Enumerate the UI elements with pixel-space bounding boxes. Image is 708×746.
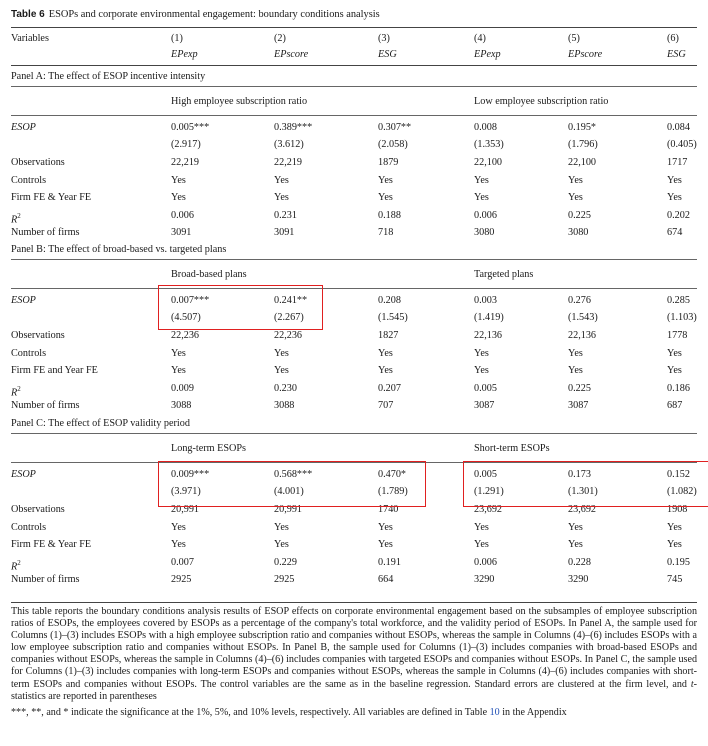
value-cell: 22,236 xyxy=(274,330,303,341)
value-cell: 664 xyxy=(378,574,394,585)
row-label xyxy=(11,330,65,342)
tstat-cell: (1.291) xyxy=(474,486,504,497)
value-cell: Yes xyxy=(171,365,186,376)
value-cell: Yes xyxy=(378,521,393,533)
value-cell: Yes xyxy=(568,539,583,550)
row-label-text: Number of firms xyxy=(11,400,80,411)
value-cell: Yes xyxy=(274,174,289,186)
header-col-num: (5) xyxy=(568,33,580,44)
row-label xyxy=(11,157,65,169)
value-cell: 0.230 xyxy=(274,382,297,394)
value-cell: 0.231 xyxy=(274,209,297,221)
notes-t-italic: t xyxy=(690,678,694,690)
coef-cell: 0.005*** xyxy=(171,122,210,133)
value-cell: Yes xyxy=(568,347,583,359)
value-cell: Yes xyxy=(474,192,489,203)
panel-title: Panel A: The effect of ESOP incentive intensity xyxy=(11,71,206,82)
notes-paragraph: This table reports the boundary conditions analysis results of ESOP effects on corporate environmental engagement based on the subsamples of employee subscription ratios of ESOPs, the employees covered by ESOPs as a percentage of the company's total workforce, and the validity period of ESOPs. In Panel A, the sample used for Columns (1)–(3) includes ESOPs with a high employee subscription ratio and companies without ESOPs, whereas the sample in Columns (4)–(6) includes ESOPs with a low employee subscription ratio and companies without ESOPs. In Panel B, the sample used for Columns (1)–(3) includes companies with broad-based ESOPs and companies without ESOPs, whereas the sample in Columns (4)–(6) includes companies with targeted ESOPs and companies without ESOPs. In Panel C, the sample used for Columns (1)–(3) includes companies with long-term ESOPs and companies without ESOPs, whereas the sample in Columns (4)–(6) includes companies with short-term ESOPs and companies without ESOPs. The control variables are the same as in the baseline regression. Standard errors are clustered at the firm level, and xyxy=(11,606,697,690)
coef-cell: 0.389*** xyxy=(274,122,313,133)
header-col-num: (2) xyxy=(274,33,286,44)
tstat-cell: (1.789) xyxy=(378,486,408,497)
value-cell: 1717 xyxy=(667,157,688,168)
tstat-cell: (2.917) xyxy=(171,139,201,150)
row-label-text: Observations xyxy=(11,504,65,515)
group-label-right: Targeted plans xyxy=(474,269,534,280)
tstat-cell: (1.543) xyxy=(568,312,598,323)
value-cell: 674 xyxy=(667,227,683,238)
coef-cell: 0.241** xyxy=(274,295,308,306)
value-cell: 23,692 xyxy=(568,504,597,515)
footnote-text: ***, **, and * indicate the significance at the 1%, 5%, and 10% levels, respectively. All variables are defined in Table xyxy=(11,707,488,718)
tstat-cell: (3.971) xyxy=(171,486,201,497)
row-label xyxy=(11,192,91,204)
table-title xyxy=(11,9,380,20)
value-cell: 0.191 xyxy=(378,556,401,568)
row-label xyxy=(11,227,79,239)
panel-rule xyxy=(11,86,697,87)
value-cell: 0.225 xyxy=(568,382,591,394)
value-cell: Yes xyxy=(474,539,489,550)
header-col-name: ESG xyxy=(378,49,397,60)
row-label xyxy=(11,210,21,226)
value-cell: 1879 xyxy=(378,157,399,168)
row-label-superscript: 2 xyxy=(17,384,21,393)
value-cell: Yes xyxy=(378,365,393,376)
value-cell: 22,219 xyxy=(274,157,303,168)
value-cell: Yes xyxy=(474,521,489,533)
value-cell: Yes xyxy=(474,347,489,359)
value-cell: Yes xyxy=(667,365,682,376)
group-label-right: Low employee subscription ratio xyxy=(474,96,609,107)
header-col-name: EPexp xyxy=(171,49,198,60)
panel-title: Panel B: The effect of broad-based vs. targeted plans xyxy=(11,244,227,255)
value-cell: Yes xyxy=(667,347,682,359)
value-cell: 687 xyxy=(667,400,683,411)
row-label-text: Controls xyxy=(11,174,47,186)
tstat-cell: (1.301) xyxy=(568,486,598,497)
value-cell: 3087 xyxy=(474,400,495,411)
value-cell: 22,100 xyxy=(474,157,503,168)
coef-cell: 0.208 xyxy=(378,295,401,306)
coef-cell: 0.005 xyxy=(474,469,497,480)
row-label xyxy=(11,504,65,516)
table-title-text: ESOPs and corporate environmental engagement: boundary conditions analysis xyxy=(48,9,380,20)
value-cell: Yes xyxy=(274,192,289,203)
coef-cell: 0.152 xyxy=(667,469,690,480)
value-cell: 22,136 xyxy=(474,330,503,341)
esop-label: ESOP xyxy=(11,295,36,306)
row-label xyxy=(11,348,46,360)
value-cell: Yes xyxy=(474,174,489,186)
value-cell: 3088 xyxy=(274,400,295,411)
row-label-superscript: 2 xyxy=(17,558,21,567)
value-cell: 0.006 xyxy=(171,209,194,221)
value-cell: 0.007 xyxy=(171,556,194,568)
header-col-num: (3) xyxy=(378,33,390,44)
header-col-num: (6) xyxy=(667,33,679,44)
header-col-name: EPexp xyxy=(474,49,501,60)
tstat-cell: (2.058) xyxy=(378,139,408,150)
value-cell: Yes xyxy=(171,192,186,203)
header-col-name: EPscore xyxy=(568,49,603,60)
row-label-text: R xyxy=(11,213,18,225)
coef-cell: 0.084 xyxy=(667,122,690,133)
value-cell: Yes xyxy=(568,365,583,376)
value-cell: 23,692 xyxy=(474,504,503,515)
group-label-left: High employee subscription ratio xyxy=(171,96,308,107)
header-col-name: EPscore xyxy=(274,49,309,60)
value-cell: 22,219 xyxy=(171,157,200,168)
coef-cell: 0.285 xyxy=(667,295,690,306)
value-cell: 20,991 xyxy=(274,504,303,515)
coef-cell: 0.008 xyxy=(474,122,497,133)
row-label-text: Number of firms xyxy=(11,227,80,238)
value-cell: Yes xyxy=(568,521,583,533)
value-cell: 3080 xyxy=(568,227,589,238)
value-cell: 707 xyxy=(378,400,394,411)
row-label-text: Observations xyxy=(11,330,65,341)
notes-paragraph-end: -statistics are reported in parentheses xyxy=(11,678,697,702)
coef-cell: 0.195* xyxy=(568,122,597,133)
coef-cell: 0.173 xyxy=(568,469,591,480)
panel-rule xyxy=(11,433,697,434)
value-cell: 22,236 xyxy=(171,330,200,341)
coef-cell: 0.007*** xyxy=(171,295,210,306)
value-cell: 0.225 xyxy=(568,209,591,221)
coef-cell: 0.470* xyxy=(378,469,407,480)
row-label xyxy=(11,539,91,551)
table-notes xyxy=(11,606,697,703)
bottom-rule xyxy=(11,602,697,603)
value-cell: Yes xyxy=(474,365,489,376)
row-label-text: Controls xyxy=(11,521,47,533)
group-rule xyxy=(11,288,697,289)
value-cell: 0.006 xyxy=(474,556,497,568)
header-col-num: (1) xyxy=(171,33,183,44)
value-cell: 3080 xyxy=(474,227,495,238)
group-label-left: Broad-based plans xyxy=(171,269,247,280)
tstat-cell: (4.001) xyxy=(274,486,304,497)
row-label-text: Firm FE & Year FE xyxy=(11,539,92,550)
row-label-text: Firm FE & Year FE xyxy=(11,192,92,203)
footnote-end: in the Appendix xyxy=(502,707,567,718)
value-cell: Yes xyxy=(667,192,682,203)
row-label-superscript: 2 xyxy=(17,211,21,220)
value-cell: 0.207 xyxy=(378,382,401,394)
value-cell: Yes xyxy=(274,347,289,359)
tstat-cell: (1.419) xyxy=(474,312,504,323)
tstat-cell: (2.267) xyxy=(274,312,304,323)
panel-title: Panel C: The effect of ESOP validity period xyxy=(11,418,190,429)
value-cell: 22,136 xyxy=(568,330,597,341)
value-cell: Yes xyxy=(667,174,682,186)
row-label-text: Number of firms xyxy=(11,574,80,585)
coef-cell: 0.003 xyxy=(474,295,497,306)
tstat-cell: (1.796) xyxy=(568,139,598,150)
row-label-text: Firm FE and Year FE xyxy=(11,365,98,376)
value-cell: Yes xyxy=(378,347,393,359)
table-label: Table 6 xyxy=(11,9,45,20)
highlight-box-panel-c-right xyxy=(463,461,708,507)
row-label-text: R xyxy=(11,386,18,398)
value-cell: Yes xyxy=(568,174,583,186)
tstat-cell: (1.082) xyxy=(667,486,697,497)
row-label-text: Observations xyxy=(11,157,65,168)
value-cell: 3290 xyxy=(474,574,495,585)
row-label xyxy=(11,383,21,399)
value-cell: 0.202 xyxy=(667,209,690,221)
value-cell: 745 xyxy=(667,574,683,585)
value-cell: 1908 xyxy=(667,504,688,515)
value-cell: 0.005 xyxy=(474,382,497,394)
value-cell: 0.195 xyxy=(667,556,690,568)
row-label-text: R xyxy=(11,560,18,572)
value-cell: 3091 xyxy=(171,227,192,238)
table-10-link[interactable]: 10 xyxy=(489,707,500,718)
value-cell: 0.186 xyxy=(667,382,690,394)
tstat-cell: (4.507) xyxy=(171,312,201,323)
tstat-cell: (1.103) xyxy=(667,312,697,323)
value-cell: 1778 xyxy=(667,330,688,341)
highlight-box-panel-c-left xyxy=(158,461,426,507)
row-label xyxy=(11,557,21,573)
coef-cell: 0.276 xyxy=(568,295,591,306)
value-cell: Yes xyxy=(274,539,289,550)
group-label-right: Short-term ESOPs xyxy=(474,443,550,454)
value-cell: Yes xyxy=(171,174,186,186)
value-cell: 3087 xyxy=(568,400,589,411)
value-cell: Yes xyxy=(171,539,186,550)
group-label-left: Long-term ESOPs xyxy=(171,443,246,454)
header-col-num: (4) xyxy=(474,33,486,44)
header-variables: Variables xyxy=(11,33,49,44)
coef-cell: 0.307** xyxy=(378,122,412,133)
value-cell: 0.009 xyxy=(171,382,194,394)
highlight-box-panel-b xyxy=(158,285,323,330)
value-cell: 3088 xyxy=(171,400,192,411)
tstat-cell: (1.545) xyxy=(378,312,408,323)
row-label-text: Controls xyxy=(11,347,47,359)
value-cell: 3091 xyxy=(274,227,295,238)
value-cell: 3290 xyxy=(568,574,589,585)
row-label xyxy=(11,365,98,377)
value-cell: 718 xyxy=(378,227,394,238)
panel-rule xyxy=(11,259,697,260)
significance-footnote xyxy=(11,707,567,719)
value-cell: Yes xyxy=(667,521,682,533)
esop-label: ESOP xyxy=(11,122,36,133)
row-label xyxy=(11,400,79,412)
value-cell: Yes xyxy=(378,539,393,550)
coef-cell: 0.568*** xyxy=(274,469,313,480)
value-cell: Yes xyxy=(274,365,289,376)
value-cell: 0.188 xyxy=(378,209,401,221)
row-label xyxy=(11,175,46,187)
value-cell: Yes xyxy=(171,521,186,533)
value-cell: 0.006 xyxy=(474,209,497,221)
value-cell: Yes xyxy=(274,521,289,533)
value-cell: 1740 xyxy=(378,504,399,515)
header-col-name: ESG xyxy=(667,49,686,60)
top-rule xyxy=(11,27,697,28)
value-cell: Yes xyxy=(667,539,682,550)
value-cell: Yes xyxy=(568,192,583,203)
esop-label: ESOP xyxy=(11,469,36,480)
value-cell: 2925 xyxy=(274,574,295,585)
value-cell: 20,991 xyxy=(171,504,200,515)
value-cell: 0.229 xyxy=(274,556,297,568)
tstat-cell: (0.405) xyxy=(667,139,697,150)
header-rule xyxy=(11,65,697,66)
value-cell: Yes xyxy=(378,192,393,203)
group-rule xyxy=(11,115,697,116)
row-label xyxy=(11,522,46,534)
tstat-cell: (1.353) xyxy=(474,139,504,150)
row-label xyxy=(11,574,79,586)
coef-cell: 0.009*** xyxy=(171,469,210,480)
value-cell: 2925 xyxy=(171,574,192,585)
value-cell: Yes xyxy=(171,347,186,359)
value-cell: 0.228 xyxy=(568,556,591,568)
tstat-cell: (3.612) xyxy=(274,139,304,150)
value-cell: Yes xyxy=(378,174,393,186)
value-cell: 1827 xyxy=(378,330,399,341)
value-cell: 22,100 xyxy=(568,157,597,168)
